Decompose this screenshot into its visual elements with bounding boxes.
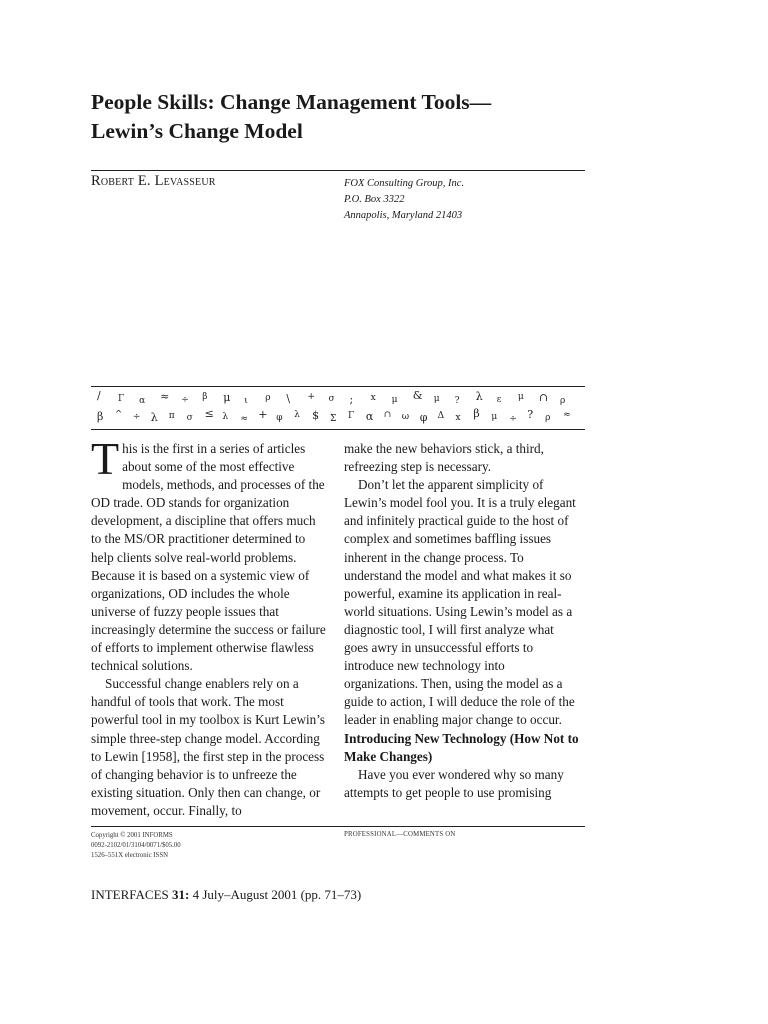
title-line-1: People Skills: Change Management Tools— (91, 90, 492, 114)
paragraph-intro-text: his is the first in a series of articles about some of the most effective models, methods, and processes of the OD trade. OD stands for organization development, a discipline that offers much to the MS/OR practitioner determined to help clients solve real-world problems. Because it is based on a systemic view of organizations, OD includes the whole universe of fuzzy people issues that increasingly determine the success or failure of efforts to implement otherwise flawless technical solutions. (91, 441, 326, 674)
banner-symbol: ≤ (204, 407, 214, 420)
banner-symbol: ÷ (181, 395, 189, 405)
issn-line: 0092-2102/01/3104/0071/$05.00 (91, 842, 181, 849)
banner-symbol: σ (328, 394, 335, 404)
banner-symbol: μ (433, 394, 440, 404)
article-title (91, 88, 631, 146)
banner-symbol: ? (527, 408, 534, 421)
banner-symbol: ∩ (383, 410, 392, 420)
banner-symbol: β (97, 410, 104, 423)
banner-symbol: ≈ (563, 410, 571, 420)
banner-symbol: ≈ (160, 390, 170, 403)
banner-symbol: Γ (118, 394, 125, 404)
banner-symbol: / (97, 389, 101, 402)
banner-symbol: x (455, 413, 461, 423)
banner-symbol: μ (223, 391, 231, 404)
copyright-block (91, 831, 181, 861)
paragraph-3: make the new behaviors stick, a third, refreezing step is necessary. (344, 441, 544, 475)
symbol-banner (91, 386, 585, 430)
banner-symbol: μ (391, 395, 398, 405)
banner-symbol: μ (491, 412, 498, 422)
banner-symbol: Δ (437, 411, 445, 421)
banner-symbol: ρ (560, 396, 566, 406)
header-rule (91, 170, 585, 171)
body-column-left (91, 433, 327, 820)
drop-cap: T (91, 433, 120, 484)
banner-symbol: ÷ (132, 412, 141, 422)
affiliation-city: Annapolis, Maryland 21403 (344, 210, 463, 221)
paragraph-intro (91, 433, 327, 675)
banner-symbol: & (412, 389, 423, 402)
title-line-2: Lewin’s Change Model (91, 119, 303, 143)
journal-name: INTERFACES (91, 887, 169, 902)
banner-symbol: μ (517, 392, 524, 402)
journal-citation (91, 887, 361, 903)
paragraph-5: Have you ever wondered why so many attempts to get people to use promising (344, 766, 564, 800)
banner-symbol: π (168, 411, 175, 421)
journal-issue: 4 July–August 2001 (pp. 71–73) (192, 887, 362, 902)
banner-symbol: λ (294, 410, 300, 420)
paragraph-4: Don’t let the apparent simplicity of Lewin’s model fool you. It is a truly elegant and infinitely practical guide to the host of complex and sometimes baffling issues inherent in the change process. To understand the model and what makes it so powerful, examine its application in real-world situations. Using Lewin’s model as a diagnostic tool, I will first analyze what goes awry in unsuccessful efforts to introduce new technology into organizations. Then, using the model as a guide to action, I will deduce the role of the leader in enabling major change to occur. (344, 477, 576, 728)
banner-symbol: β (202, 392, 208, 402)
banner-symbol: ι (244, 396, 248, 406)
banner-symbol: + (307, 392, 315, 402)
paragraph-2: Successful change enablers rely on a handful of tools that work. The most powerful tool in my toolbox is Kurt Lewin’s simple three-step change model. According to Lewin [1958], the first step in the process of changing behavior is to unfreeze the existing situation. Only then can change, or movement, occur. Finally, to (91, 676, 326, 818)
banner-symbol: ? (454, 396, 460, 406)
affiliation-box: P.O. Box 3322 (344, 194, 405, 205)
banner-symbol: α (365, 410, 374, 423)
section-heading: Introducing New Technology (How Not to Make Changes) (344, 730, 579, 764)
banner-symbol: φ (419, 411, 428, 424)
banner-symbol: \ (286, 392, 291, 405)
banner-symbol: λ (150, 411, 158, 424)
journal-volume: 31: (172, 887, 190, 902)
banner-symbol: + (258, 408, 268, 421)
section-label: PROFESSIONAL—COMMENTS ON (344, 831, 456, 838)
banner-symbol: ω (401, 412, 410, 422)
banner-symbol: ≈ (240, 414, 248, 424)
body-column-right (344, 440, 580, 802)
banner-symbol: ρ (545, 413, 551, 423)
banner-symbol: ^ (114, 410, 123, 420)
banner-symbol: β (473, 407, 480, 420)
banner-symbol: ρ (265, 393, 271, 403)
banner-symbol: Γ (348, 411, 355, 421)
banner-symbol: ; (349, 393, 354, 406)
footer-rule (91, 826, 585, 827)
symbol-banner-graphic (91, 387, 585, 429)
eissn-line: 1526–551X electronic ISSN (91, 852, 169, 859)
banner-symbol: ∩ (538, 391, 549, 404)
banner-symbol: φ (276, 413, 283, 423)
banner-symbol: λ (222, 412, 229, 422)
affiliation-org: FOX Consulting Group, Inc. (344, 178, 465, 189)
banner-symbol: ÷ (509, 414, 517, 424)
banner-symbol: α (139, 396, 146, 406)
copyright-line: Copyright © 2001 INFORMS (91, 832, 173, 839)
author-affiliation (344, 176, 464, 224)
banner-symbol: ε (496, 395, 502, 405)
banner-symbol: σ (186, 413, 193, 423)
author-name: Robert E. Levasseur (91, 173, 216, 189)
banner-symbol: x (370, 393, 376, 403)
banner-symbol: $ (312, 409, 320, 422)
banner-symbol: λ (475, 390, 483, 403)
banner-symbol: Σ (330, 414, 337, 424)
